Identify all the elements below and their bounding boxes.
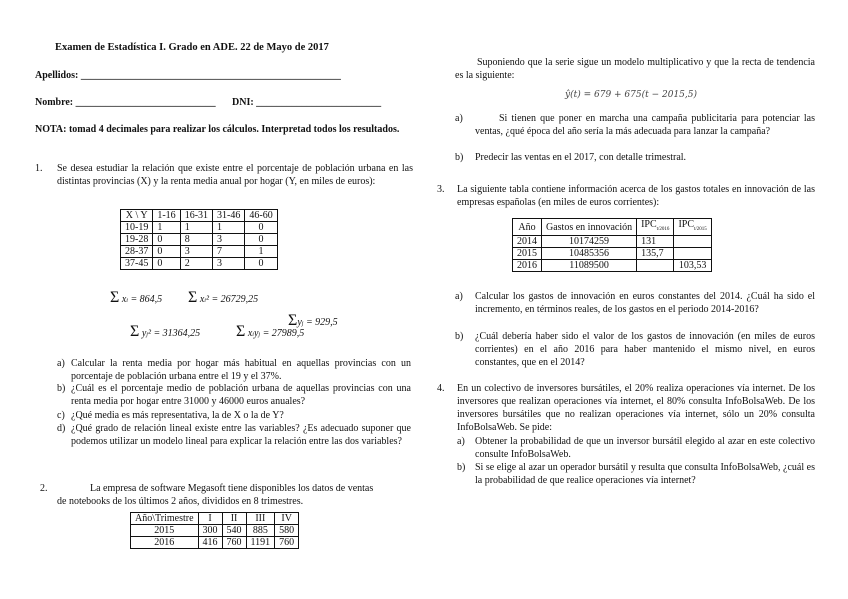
table-cell: 540 [222, 525, 246, 537]
table-cell: 416 [198, 537, 222, 549]
sum-x2: Σ xi² = 26729,25 [188, 289, 259, 306]
part-text: ¿Qué media es más representativa, la de X o la de Y? [71, 410, 284, 421]
q3-table [512, 218, 712, 272]
sum-x-value: = 864,5 [130, 294, 163, 305]
table-cell: III [246, 513, 275, 525]
part-text: ¿Qué grado de relación lineal existe entre las variables? ¿Es adecuado suponer que podemos utilizar un modelo lineal para explicar la relación entre las dos variables? [71, 423, 411, 447]
table-cell: 10174259 [542, 236, 637, 248]
question-number: 4. [437, 383, 445, 394]
table-cell: 0 [153, 258, 180, 270]
ipc-sub: t/2016 [656, 227, 670, 232]
question-text: La empresa de software Megasoft tiene disponibles los datos de ventas [90, 483, 374, 494]
table-cell: 1191 [246, 537, 275, 549]
table-cell: I [198, 513, 222, 525]
table-row [513, 260, 712, 272]
table-cell: 1 [153, 222, 180, 234]
table-cell: 1-16 [153, 210, 180, 222]
question-number: 2. [40, 483, 48, 494]
table-row [131, 537, 299, 549]
table-cell: 1 [245, 246, 277, 258]
sum-x: Σ xi = 864,5 [110, 289, 163, 306]
table-cell [637, 219, 674, 236]
table-cell [674, 248, 711, 260]
table-cell: Gastos en innovación [542, 219, 637, 236]
exam-title: Examen de Estadística I. Grado en ADE. 22 de Mayo de 2017 [55, 42, 329, 53]
table-cell: 28-37 [121, 246, 153, 258]
table-cell: 1 [213, 222, 245, 234]
question-number: 1. [35, 163, 43, 174]
sum-y2-value: = 31364,25 [153, 328, 201, 339]
table-cell: 0 [245, 258, 277, 270]
part-label: b) [457, 462, 466, 473]
part-label: a) [455, 113, 463, 124]
apellidos-field: Apellidos: ____________________________________________________ [35, 70, 341, 81]
table-cell: 131 [637, 236, 674, 248]
nombre-field: Nombre: ____________________________ [35, 97, 216, 108]
table-cell: 8 [180, 234, 212, 246]
table-row [121, 258, 278, 270]
table-cell: 46-60 [245, 210, 277, 222]
part-text: Calcular la renta media por hogar más habitual en aquellas provincias con un porcentaje de población urbana entre el 19 y el 37%. [71, 358, 411, 382]
part-text: Si se elige al azar un operador bursátil y resulta que consulta InfoBolsaWeb, ¿cuál es la probabilidad de que realice operaciones vía internet? [475, 462, 815, 486]
table-cell: 580 [275, 525, 299, 537]
sum-y-value: = 929,5 [305, 317, 338, 328]
table-cell: 2015 [513, 248, 542, 260]
sum-x2-value: = 26729,25 [211, 294, 259, 305]
table-cell: 0 [153, 234, 180, 246]
question-text: En un colectivo de inversores bursátiles, el 20% realiza operaciones vía internet. De los inversores que realizan operaciones vía internet, el 80% consulta InfoBolsaWeb. De los inversores bursátiles que no realizan operaciones vía internet, sólo un 20% consulta InfoBolsaWeb. Se pide: [457, 383, 815, 433]
table-cell: 300 [198, 525, 222, 537]
dni-field: DNI: _________________________ [232, 97, 382, 108]
ipc-label: IPC [641, 219, 657, 230]
table-cell: 19-28 [121, 234, 153, 246]
part-label: b) [57, 383, 66, 394]
table-row [121, 246, 278, 258]
table-cell: 3 [180, 246, 212, 258]
table-cell: 16-31 [180, 210, 212, 222]
q2-continuation: Suponiendo que la serie sigue un modelo multiplicativo y que la recta de tendencia es la siguiente: [455, 57, 815, 81]
question-text-cont: de notebooks de los últimos 2 años, divididos en 8 trimestres. [57, 496, 304, 507]
table-cell: 7 [213, 246, 245, 258]
table-header-row [513, 219, 712, 236]
table-header-row [131, 513, 299, 525]
part-text: ¿Cuál debería haber sido el valor de los gastos de innovación (en miles de euros corrientes) en el año 2016 para haber mantenido el mismo nivel, en euros constantes, que en el 2014? [475, 331, 815, 368]
table-cell: 0 [153, 246, 180, 258]
table-cell: 2014 [513, 236, 542, 248]
table-cell: Año\Trimestre [131, 513, 199, 525]
part-label: a) [455, 291, 463, 302]
table-row [513, 248, 712, 260]
question-text: Se desea estudiar la relación que existe entre el porcentaje de población urbana en las distintas provincias (X) y la renta media anual por hogar (Y, en miles de euros): [57, 163, 413, 187]
part-text: Si tienen que poner en marcha una campaña publicitaria para potenciar las ventas, ¿qué época del año sería la más adecuada para lanzar la campaña? [475, 113, 815, 137]
table-cell: 103,53 [674, 260, 711, 272]
nota: NOTA: tomad 4 decimales para realizar los cálculos. Interpretad todos los resultados. [35, 124, 400, 135]
trend-formula: ŷ(t) = 679 + 675(t − 2015,5) [565, 90, 697, 100]
sum-y2: Σ yj² = 31364,25 [130, 323, 201, 340]
table-cell: 2015 [131, 525, 199, 537]
ipc-sub: t/2015 [694, 227, 707, 232]
table-cell: 2016 [513, 260, 542, 272]
sum-y: Σyj = 929,5 [288, 312, 338, 329]
table-cell: 10485356 [542, 248, 637, 260]
part-label: a) [57, 358, 65, 369]
table-row [513, 236, 712, 248]
table-cell: 0 [245, 234, 277, 246]
table-cell: 3 [213, 234, 245, 246]
table-cell: 135,7 [637, 248, 674, 260]
part-text: ¿Cuál es el porcentaje medio de población urbana de aquellas provincias con una renta media por hogar entre 31000 y 46000 euros anuales? [71, 383, 411, 407]
question-number: 3. [437, 184, 445, 195]
table-cell: X \ Y [121, 210, 153, 222]
table-cell: 3 [213, 258, 245, 270]
q2-table [130, 512, 299, 549]
part-text: Obtener la probabilidad de que un inversor bursátil elegido al azar en este colectivo consulte InfoBolsaWeb. [475, 436, 815, 460]
part-label: b) [455, 331, 464, 342]
table-cell: Año [513, 219, 542, 236]
table-cell [637, 260, 674, 272]
table-row [121, 222, 278, 234]
table-cell: 1 [180, 222, 212, 234]
part-text: Calcular los gastos de innovación en euros constantes del 2014. ¿Cuál ha sido el incremento, en términos reales, de los gastos en el periodo 2014-2016? [475, 291, 815, 315]
table-cell: 760 [275, 537, 299, 549]
table-cell: II [222, 513, 246, 525]
table-cell: 37-45 [121, 258, 153, 270]
table-row [121, 234, 278, 246]
table-row [131, 525, 299, 537]
table-cell: 31-46 [213, 210, 245, 222]
sum-xy-value: = 27989,5 [262, 328, 305, 339]
table-cell: 11089500 [542, 260, 637, 272]
table-cell [674, 236, 711, 248]
table-cell: 10-19 [121, 222, 153, 234]
table-cell: 2016 [131, 537, 199, 549]
table-cell: 885 [246, 525, 275, 537]
table-cell: 760 [222, 537, 246, 549]
part-text: Predecir las ventas en el 2017, con detalle trimestral. [475, 152, 687, 163]
question-text: La siguiente tabla contiene información acerca de los gastos totales en innovación de las empresas españolas (en miles de euros corrientes): [457, 184, 815, 208]
ipc-label: IPC [678, 219, 694, 230]
table-header-row [121, 210, 278, 222]
part-label: c) [57, 410, 65, 421]
q1-table [120, 209, 278, 270]
sum-xy: Σ xiyj = 27989,5 [236, 323, 305, 340]
table-cell: 2 [180, 258, 212, 270]
part-label: b) [455, 152, 464, 163]
table-cell [674, 219, 711, 236]
part-label: d) [57, 423, 66, 434]
part-label: a) [457, 436, 465, 447]
table-cell: 0 [245, 222, 277, 234]
table-cell: IV [275, 513, 299, 525]
